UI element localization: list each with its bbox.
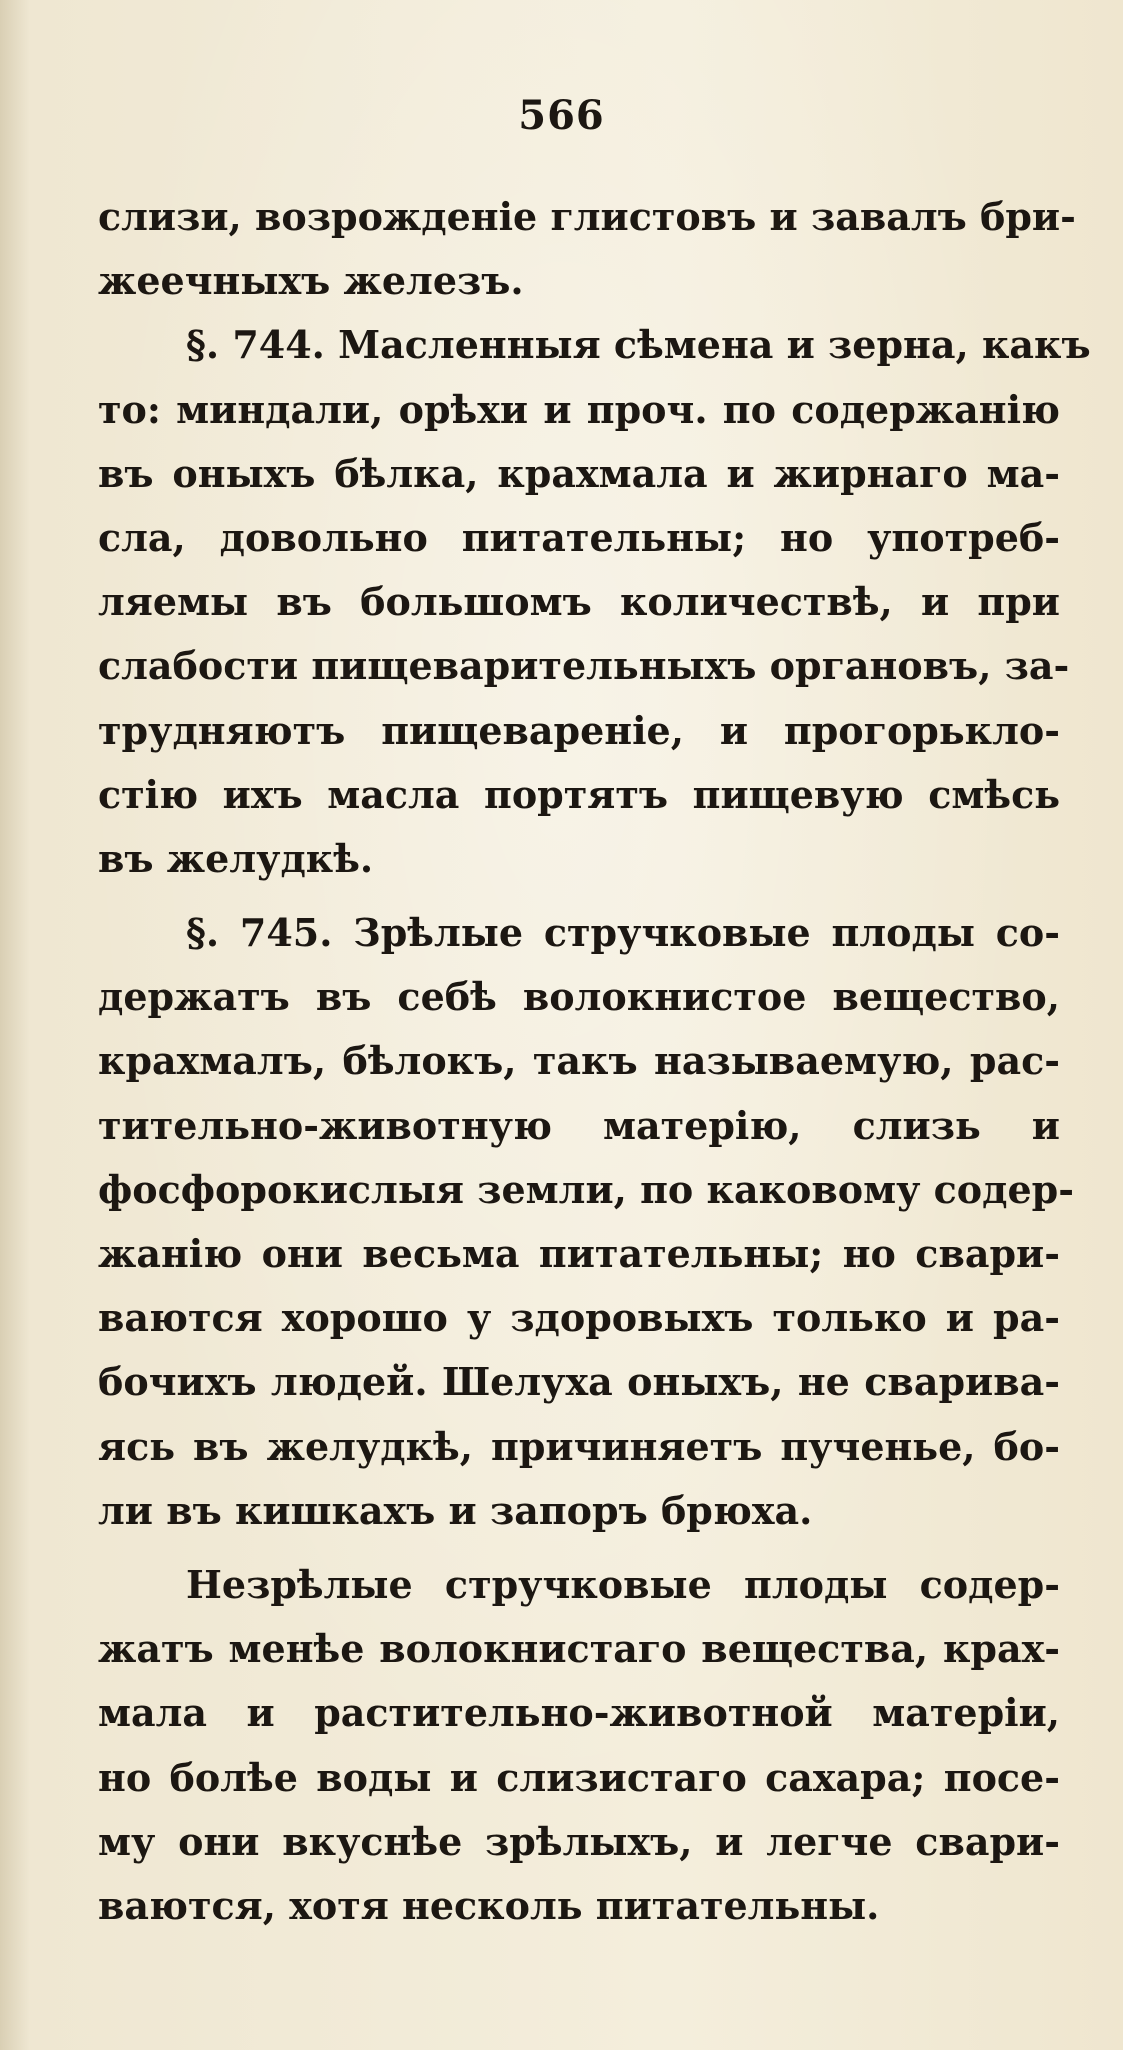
text-line: но болѣе воды и слизистаго сахара; посе- xyxy=(98,1754,1060,1800)
text-line: жанію они весьма питательны; но свари- xyxy=(98,1231,1060,1276)
text-line: му они вкуснѣе зрѣлыхъ, и легче свари- xyxy=(98,1818,1060,1864)
page-number: 566 xyxy=(518,92,605,139)
text-line: бочихъ людей. Шелуха оныхъ, не сварива- xyxy=(98,1359,1060,1405)
text-line: ляемы въ большомъ количествѣ, и при xyxy=(98,579,1060,625)
text-line: §. 745. Зрѣлые стручковые плоды со- xyxy=(186,910,1060,956)
text-line: ли въ кишкахъ и запоръ брюха. xyxy=(98,1487,813,1533)
text-line: ваются хорошо у здоровыхъ только и ра- xyxy=(98,1295,1060,1341)
text-line: тительно-животную матерію, слизь и xyxy=(98,1102,1060,1148)
text-line: слизи, возрожденіе глистовъ и завалъ бри- xyxy=(98,194,1076,239)
text-line: фосфорокислыя земли, по каковому содер- xyxy=(98,1166,1074,1212)
paragraph xyxy=(98,185,1076,313)
paragraph-745 xyxy=(98,901,1074,1543)
text-line: держатъ въ себѣ волокнистое вещество, xyxy=(98,974,1060,1020)
text-line: стію ихъ масла портятъ пищевую смѣсь xyxy=(98,771,1060,817)
text-line: въ желудкѣ. xyxy=(98,835,374,881)
text-line: ясь въ желудкѣ, причиняетъ пученье, бо- xyxy=(98,1423,1060,1469)
text-line: сла, довольно питательны; но употреб- xyxy=(98,514,1060,560)
text-line: Незрѣлые стручковые плоды содер- xyxy=(186,1561,1060,1607)
text-line: жеечныхъ железъ. xyxy=(98,258,524,304)
text-line: въ оныхъ бѣлка, крахмала и жирнаго ма- xyxy=(98,450,1060,496)
text-line: крахмалъ, бѣлокъ, такъ называемую, рас- xyxy=(98,1038,1060,1084)
body-text xyxy=(98,185,1091,1938)
text-line: трудняютъ пищевареніе, и прогорькло- xyxy=(98,707,1060,753)
text-line: то: миндали, орѣхи и проч. по содержанію xyxy=(98,386,1060,432)
text-line: мала и растительно-животной матеріи, xyxy=(98,1690,1060,1736)
text-line: слабости пищеварительныхъ органовъ, за- xyxy=(98,643,1070,689)
text-line: ваются, хотя несколь питательны. xyxy=(98,1882,880,1928)
text-line: жатъ менѣе волокнистаго вещества, крах- xyxy=(98,1626,1060,1672)
paragraph-744 xyxy=(98,313,1091,891)
paragraph-unripe-pods xyxy=(98,1553,1060,1938)
text-line: §. 744. Масленныя сѣмена и зерна, какъ xyxy=(186,322,1091,368)
